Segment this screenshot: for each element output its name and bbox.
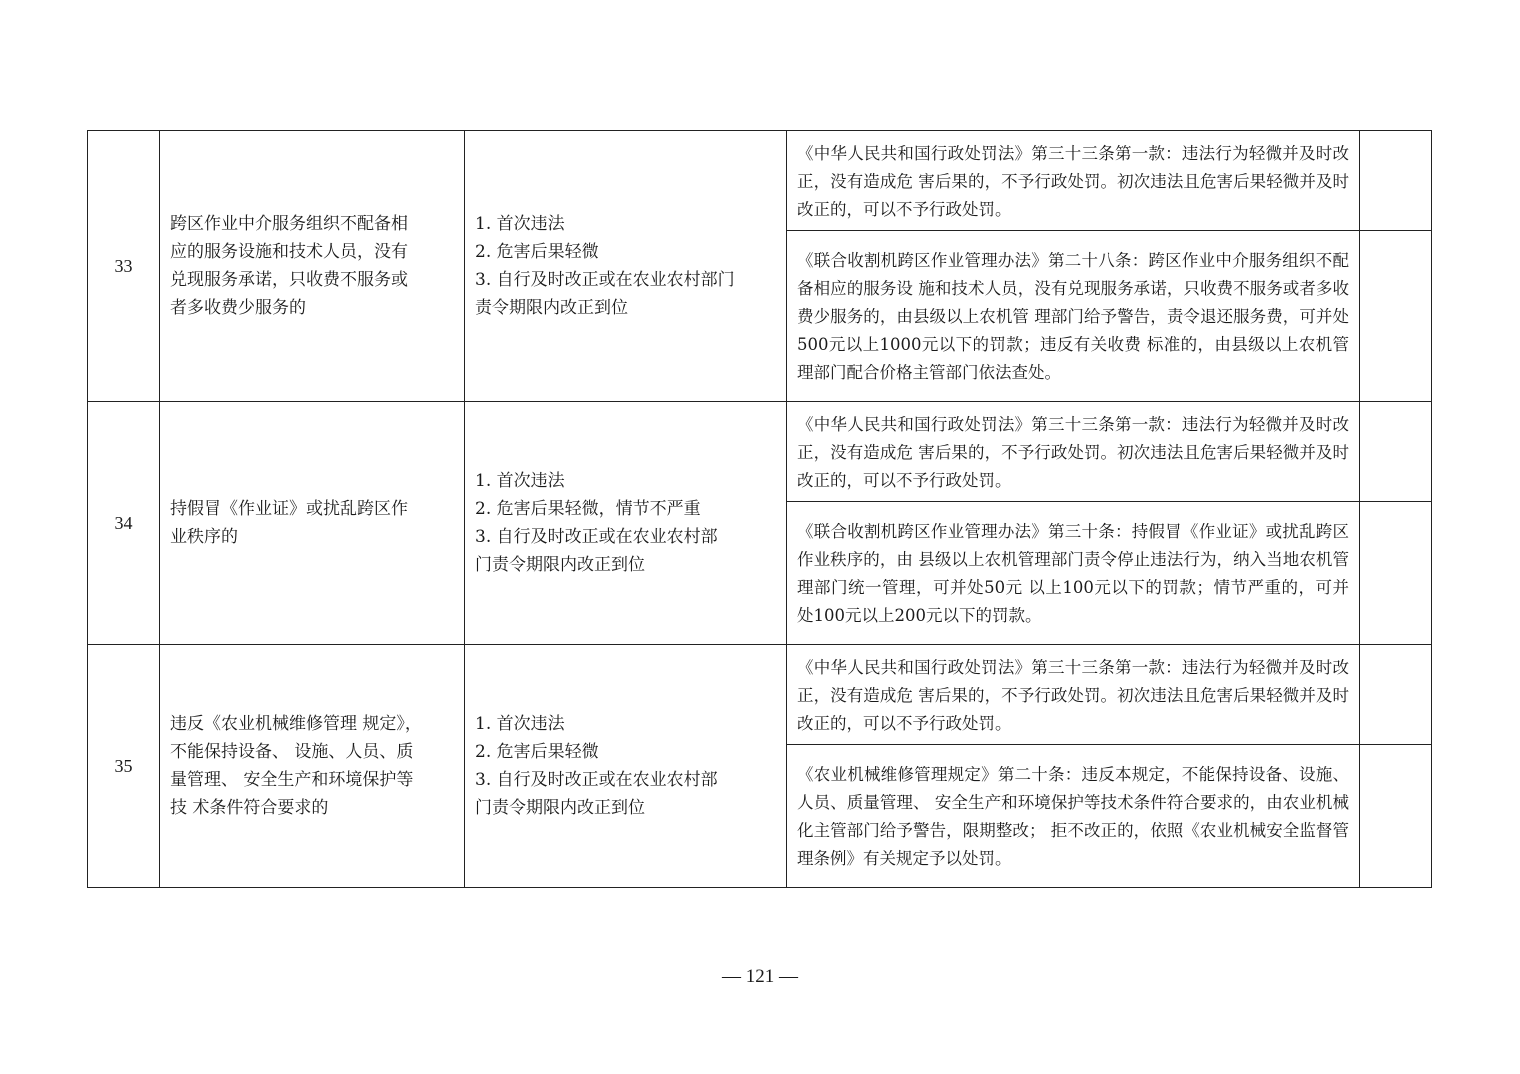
table-row-34: [88, 402, 1432, 502]
text-line: 责令期限内改正到位: [475, 298, 628, 318]
text-line: 跨区作业中介服务组织不配备相: [170, 214, 408, 234]
text-line: 1. 首次违法: [475, 471, 565, 491]
text-line: 3. 自行及时改正或在农业农村部: [475, 770, 718, 790]
table-row-33: [88, 131, 1432, 231]
violation-description: [160, 402, 465, 645]
text-line: 3. 自行及时改正或在农业农村部门: [475, 270, 735, 290]
page-number: — 121 —: [722, 966, 798, 987]
row-number: 34: [88, 402, 160, 645]
text-line: 应的服务设施和技术人员，没有: [170, 242, 408, 262]
text-line: 业秩序的: [170, 527, 238, 547]
legal-basis: 《联合收割机跨区作业管理办法》第三十条：持假冒《作业证》或扰乱跨区作业秩序的，由 县级以上农机管理部门责令停止违法行为，纳入当地农机管理部门统一管理，可并处50元 以上100元以下的罚款；情节严重的，可并处100元以上200元以下的罚款。: [787, 502, 1360, 645]
table-row-35: [88, 645, 1432, 745]
text-line: 1. 首次违法: [475, 214, 565, 234]
remark-cell: [1360, 231, 1432, 402]
text-line: 持假冒《作业证》或扰乱跨区作: [170, 499, 408, 519]
legal-basis: 《中华人民共和国行政处罚法》第三十三条第一款：违法行为轻微并及时改正，没有造成危 害后果的，不予行政处罚。初次违法且危害后果轻微并及时改正的，可以不予行政处罚。: [787, 402, 1360, 502]
text-line: 门责令期限内改正到位: [475, 555, 645, 575]
text-line: 3. 自行及时改正或在农业农村部: [475, 527, 718, 547]
text-line: 2. 危害后果轻微: [475, 242, 599, 262]
text-line: 不能保持设备、 设施、人员、质: [170, 742, 414, 762]
exemption-circumstances: [465, 402, 787, 645]
text-line: 量管理、 安全生产和环境保护等: [170, 770, 414, 790]
legal-basis: 《农业机械维修管理规定》第二十条：违反本规定，不能保持设备、设施、人员、质量管理、 安全生产和环境保护等技术条件符合要求的，由农业机械化主管部门给予警告，限期整改； 拒不改正的，依照《农业机械安全监督管理条例》有关规定予以处罚。: [787, 745, 1360, 888]
row-number: 33: [88, 131, 160, 402]
exemption-circumstances: [465, 645, 787, 888]
text-line: 违反《农业机械维修管理 规定》，: [170, 714, 422, 734]
remark-cell: [1360, 502, 1432, 645]
text-line: 者多收费少服务的: [170, 298, 306, 318]
legal-basis: 《中华人民共和国行政处罚法》第三十三条第一款：违法行为轻微并及时改正，没有造成危 害后果的，不予行政处罚。初次违法且危害后果轻微并及时改正的，可以不予行政处罚。: [787, 645, 1360, 745]
legal-basis: 《中华人民共和国行政处罚法》第三十三条第一款：违法行为轻微并及时改正，没有造成危 害后果的，不予行政处罚。初次违法且危害后果轻微并及时改正的，可以不予行政处罚。: [787, 131, 1360, 231]
text-line: 1. 首次违法: [475, 714, 565, 734]
legal-basis: 《联合收割机跨区作业管理办法》第二十八条：跨区作业中介服务组织不配备相应的服务设 施和技术人员，没有兑现服务承诺，只收费不服务或者多收费少服务的，由县级以上农机管 理部门给予警告，责令退还服务费，可并处500元以上1000元以下的罚款；违反有关收费 标准的，由县级以上农机管理部门配合价格主管部门依法查处。: [787, 231, 1360, 402]
text-line: 兑现服务承诺，只收费不服务或: [170, 270, 408, 290]
text-line: 2. 危害后果轻微，情节不严重: [475, 499, 701, 519]
text-line: 技 术条件符合要求的: [170, 798, 329, 818]
remark-cell: [1360, 645, 1432, 745]
exemption-circumstances: [465, 131, 787, 402]
remark-cell: [1360, 745, 1432, 888]
text-line: 2. 危害后果轻微: [475, 742, 599, 762]
row-number: 35: [88, 645, 160, 888]
penalty-exemption-table: [87, 130, 1432, 888]
remark-cell: [1360, 402, 1432, 502]
remark-cell: [1360, 131, 1432, 231]
violation-description: [160, 131, 465, 402]
text-line: 门责令期限内改正到位: [475, 798, 645, 818]
violation-description: [160, 645, 465, 888]
